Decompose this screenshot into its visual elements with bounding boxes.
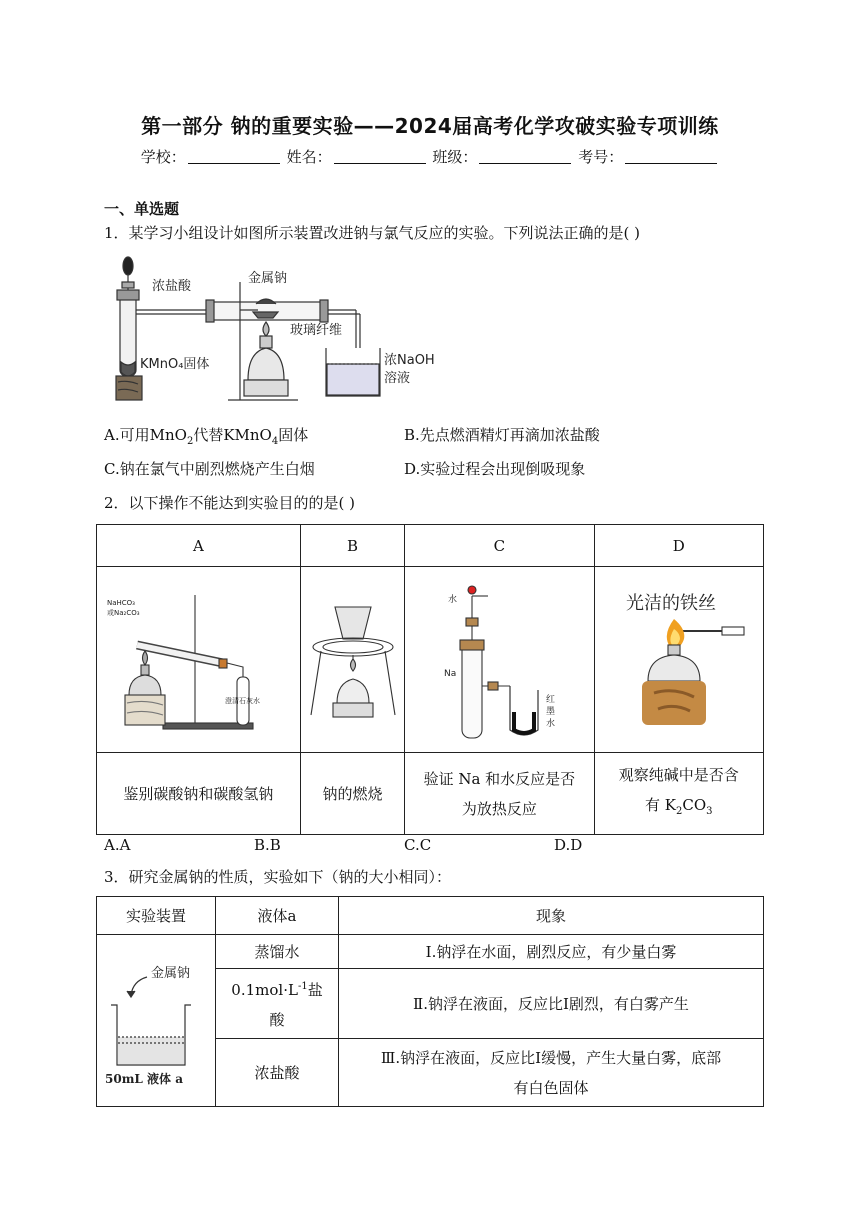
q3-row3-phenomenon-line2: 有白色固体 [513, 1078, 589, 1097]
q2-desc-d-sub1: 2 [676, 806, 683, 817]
q2-header-c: C [405, 525, 594, 567]
q2-desc-d-line2 [595, 790, 763, 827]
question-1-option-d[interactable]: D.实验过程会出现倒吸现象 [404, 460, 586, 478]
q2-desc-c-line1: 验证 Na 和水反应是否 [423, 769, 576, 788]
question-1-option-c[interactable]: C.钠在氯气中剧烈燃烧产生白烟 [104, 460, 315, 478]
q3-row1-liquid: 蒸馏水 [216, 935, 339, 969]
q2-label-nahco3: NaHCO₃ [107, 598, 136, 607]
q2-desc-b: 钠的燃烧 [300, 753, 404, 835]
q3-header-apparatus: 实验装置 [97, 897, 216, 935]
q3-row2-liquid-line2: 酸 [269, 1011, 285, 1029]
school-label: 学校： [140, 148, 186, 166]
question-1-figure [108, 252, 438, 404]
question-3-stem: 3．研究金属钠的性质，实验如下（钠的大小相同）： [104, 868, 452, 886]
q2-header-b: B [300, 525, 404, 567]
q3-row2-sup: -1 [297, 981, 308, 992]
q3-label-liquid: 50mL 液体 a [105, 1071, 183, 1086]
q2-figure-b-cell [300, 567, 404, 753]
exam-no-label: 考号： [578, 148, 624, 166]
section-heading: 一、单选题 [104, 200, 180, 218]
label-concentrated-hcl: 浓盐酸 [152, 279, 192, 294]
q2-figure-c [414, 580, 584, 740]
option-a-kmno4-sub: 4 [271, 436, 279, 447]
q2-figure-d [604, 585, 754, 735]
option-a-mno2-sub: 2 [186, 436, 194, 447]
q2-label-ink-3: 水 [546, 718, 556, 729]
q2-header-d: D [594, 525, 763, 567]
q2-desc-c [405, 753, 594, 835]
q3-header-phenomenon: 现象 [339, 897, 764, 935]
q3-label-sodium: 金属钠 [151, 965, 191, 981]
q2-label-na: Na [444, 668, 457, 679]
page-title: 第一部分 钠的重要实验——2024届高考化学攻破实验专项训练 [141, 114, 719, 138]
q2-desc-c-line2: 为放热反应 [461, 799, 537, 818]
option-a-prefix: A.可用 [104, 426, 150, 444]
question-3-table [96, 896, 764, 1107]
q3-row2-salt: 盐 [307, 981, 323, 999]
label-naoh-2: 溶液 [384, 371, 411, 386]
q2-label-water: 水 [448, 594, 458, 605]
label-kmno4: KMnO₄固体 [140, 357, 210, 372]
option-a-suffix: 固体 [278, 426, 309, 444]
class-label: 班级： [432, 148, 478, 166]
label-naoh-1: 浓NaOH [384, 353, 435, 368]
q3-apparatus-figure [103, 955, 209, 1087]
q3-row2-liquid-line1 [222, 972, 332, 1005]
q2-header-a: A [97, 525, 301, 567]
q2-desc-d-co: CO [682, 796, 707, 814]
question-1-option-a[interactable] [104, 424, 308, 447]
exam-no-blank[interactable] [625, 149, 717, 164]
label-sodium: 金属钠 [248, 271, 288, 286]
name-label: 姓名： [286, 148, 332, 166]
name-blank[interactable] [334, 149, 426, 164]
q3-row2-conc: 0.1mol·L [231, 981, 298, 999]
school-blank[interactable] [188, 149, 280, 164]
q2-label-iron-wire: 光洁的铁丝 [625, 592, 716, 614]
option-a-mid: 代替 [193, 426, 224, 444]
q3-row3-phenomenon-line1: Ⅲ.钠浮在液面，反应比Ⅰ缓慢，产生大量白雾，底部 [380, 1048, 722, 1067]
q3-row1-phenomenon: Ⅰ.钠浮在水面，剧烈反应，有少量白雾 [339, 935, 764, 969]
option-a-mno2: MnO [149, 426, 187, 444]
q2-figure-d-cell [594, 567, 763, 753]
q3-row2-liquid [216, 969, 339, 1039]
label-glass-fiber: 玻璃纤维 [290, 323, 343, 338]
question-1-stem: 1．某学习小组设计如图所示装置改进钠与氯气反应的实验。下列说法正确的是( ) [104, 224, 641, 242]
q2-label-limewater: 澄清石灰水 [225, 696, 261, 705]
q3-row3-phenomenon [339, 1039, 764, 1107]
q2-desc-a: 鉴别碳酸钠和碳酸氢钠 [97, 753, 301, 835]
q2-figure-b [305, 585, 401, 735]
q2-figure-a-cell [97, 567, 301, 753]
option-a-kmno4: KMnO [223, 426, 272, 444]
q3-row2-phenomenon: Ⅱ.钠浮在液面，反应比Ⅰ剧烈，有白雾产生 [339, 969, 764, 1039]
q2-label-ink-1: 红 [546, 694, 556, 705]
q2-desc-d [594, 753, 763, 835]
question-2-option-a[interactable]: A.A [104, 836, 131, 854]
q2-desc-d-k: 有 K [645, 796, 677, 814]
class-blank[interactable] [479, 149, 571, 164]
q3-apparatus-cell [97, 935, 216, 1107]
question-1-option-b[interactable]: B.先点燃酒精灯再滴加浓盐酸 [404, 426, 600, 444]
student-info-line [0, 146, 860, 167]
q2-label-ink-2: 墨 [546, 706, 556, 717]
question-2-option-d[interactable]: D.D [554, 836, 583, 854]
question-2-option-b[interactable]: B.B [254, 836, 281, 854]
question-2-table [96, 524, 764, 835]
question-2-stem: 2．以下操作不能达到实验目的的是( ) [104, 494, 356, 512]
question-2-option-c[interactable]: C.C [404, 836, 432, 854]
q2-figure-a [103, 585, 293, 735]
q2-label-na2co3: 或Na₂CO₃ [107, 608, 140, 617]
q3-header-liquid: 液体a [216, 897, 339, 935]
q2-desc-d-line1: 观察纯碱中是否含 [618, 766, 739, 784]
q2-figure-c-cell [405, 567, 594, 753]
q3-row3-liquid: 浓盐酸 [216, 1039, 339, 1107]
q2-desc-d-sub2: 3 [706, 806, 713, 817]
